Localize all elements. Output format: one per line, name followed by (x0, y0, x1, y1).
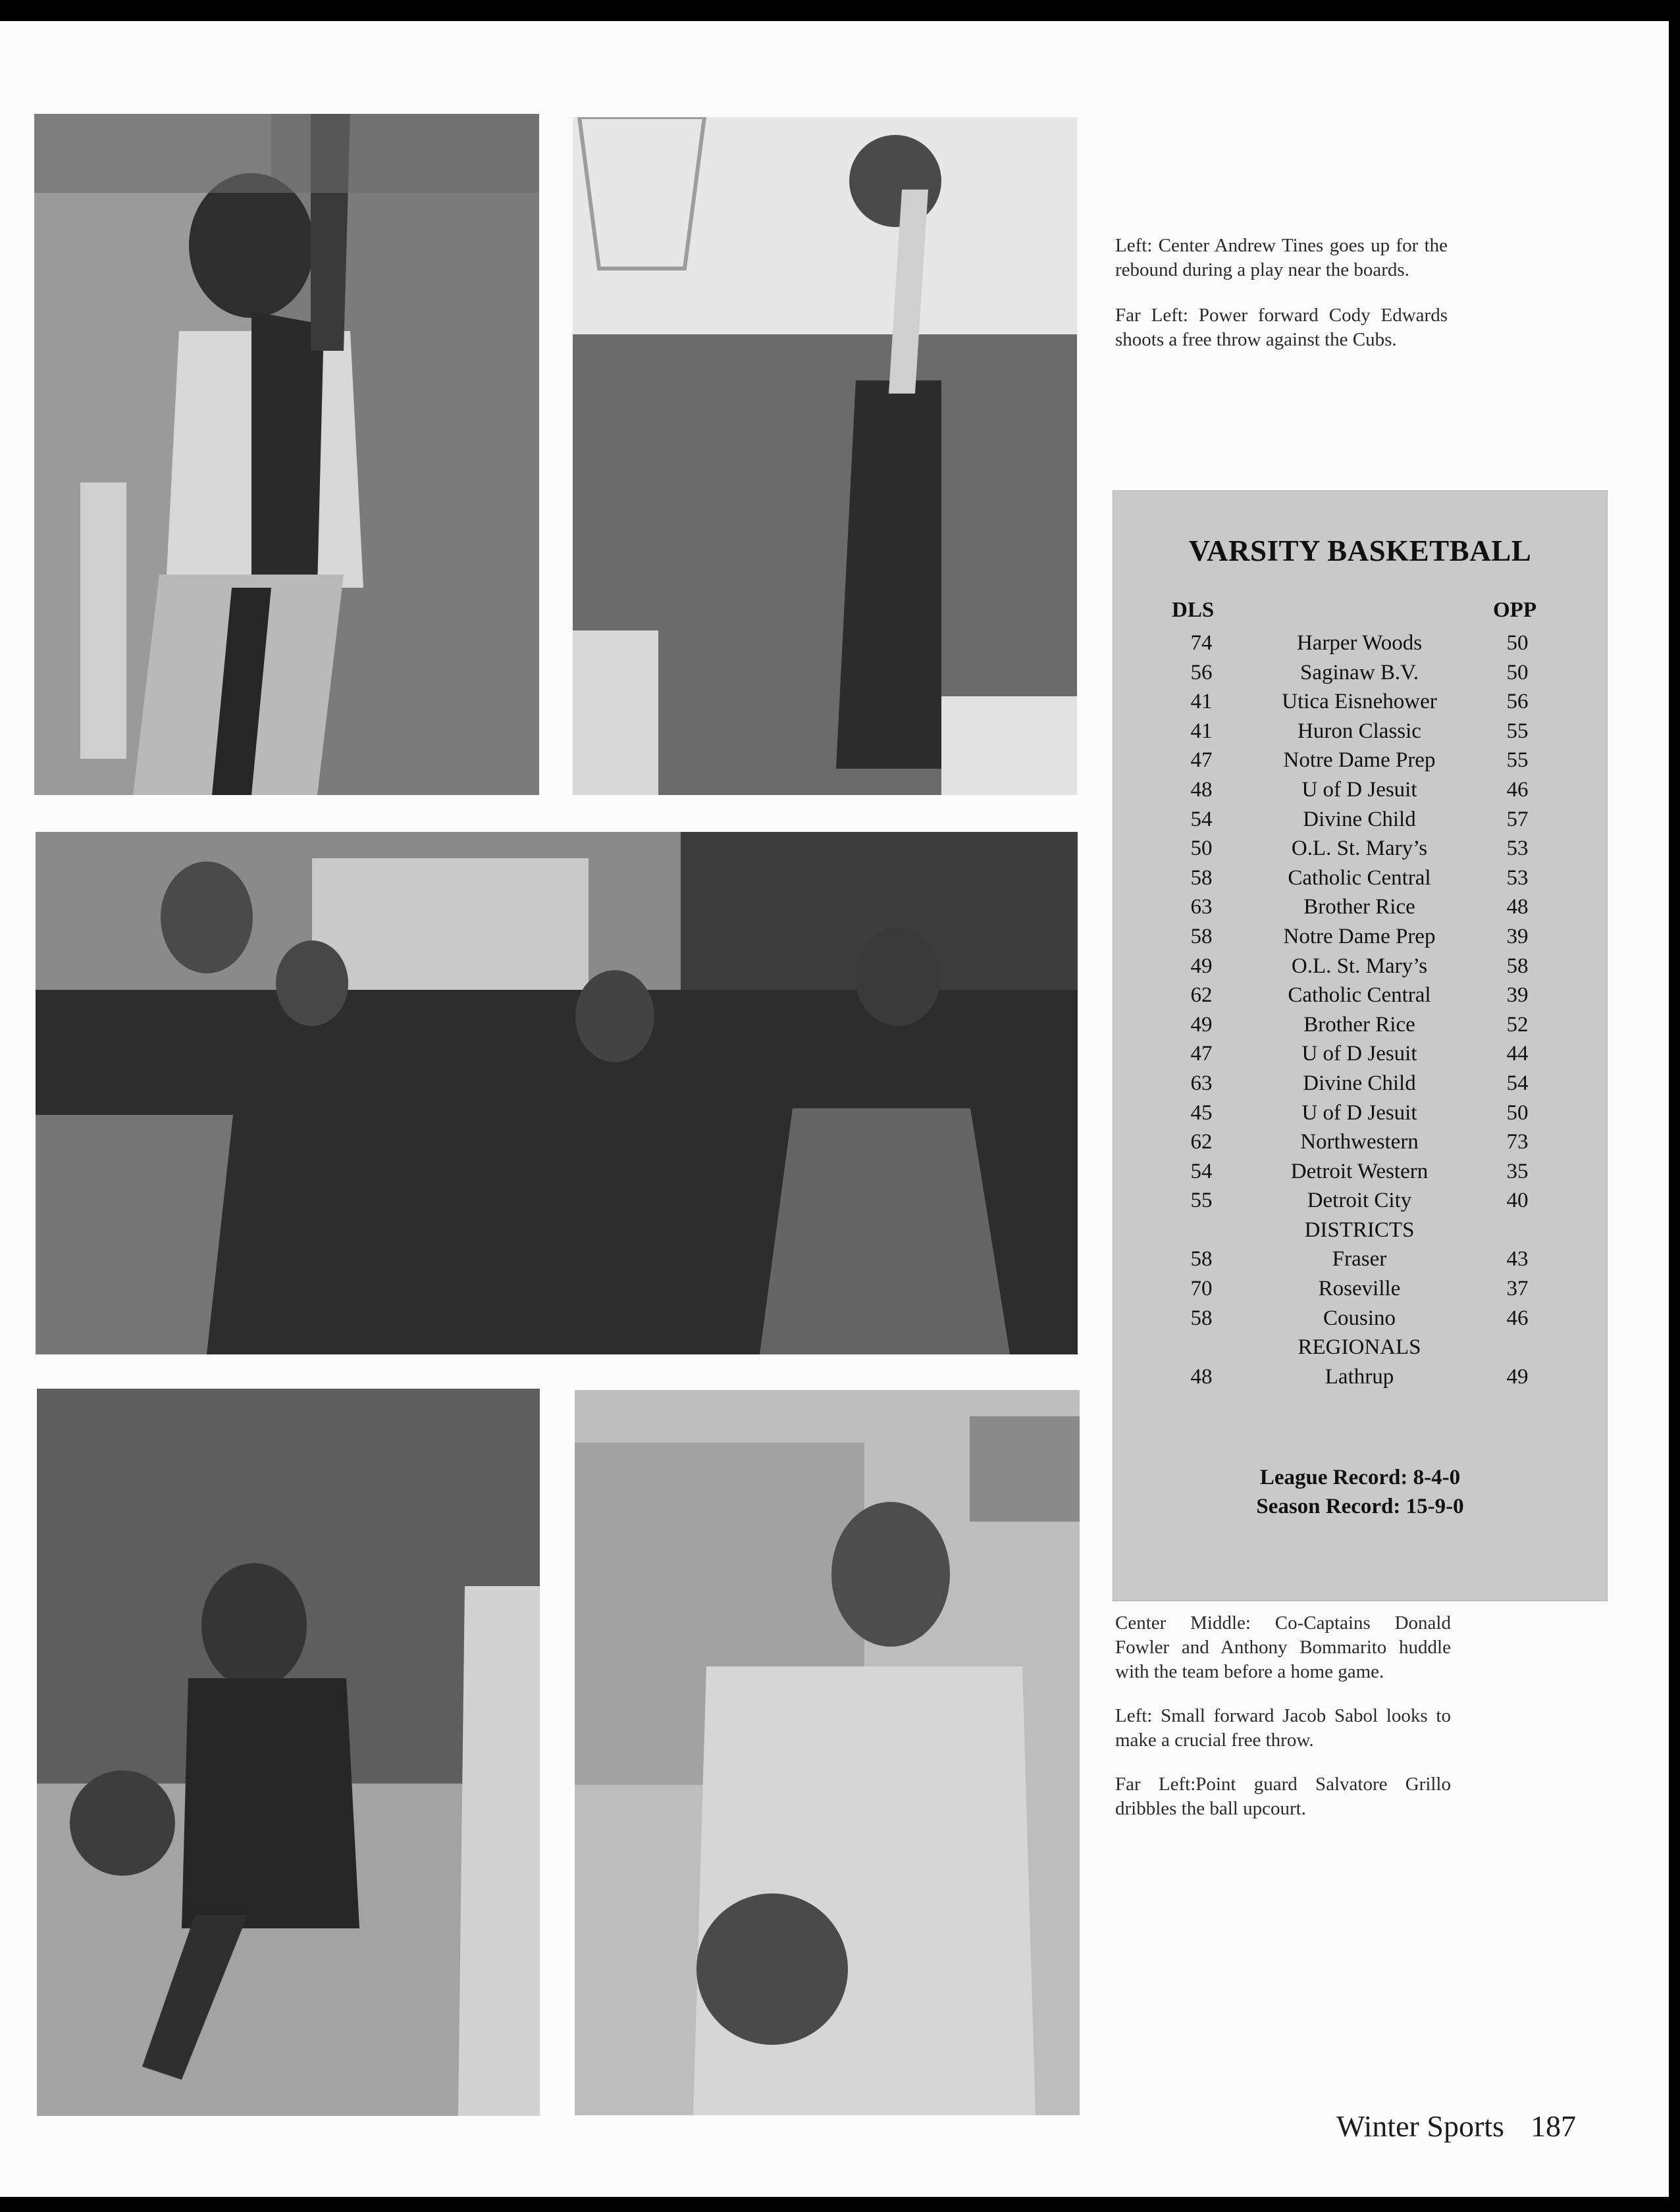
yearbook-page (0, 21, 1669, 2197)
opponent-name: Brother Rice (1303, 895, 1415, 919)
opp-score: 58 (1506, 954, 1529, 978)
result-row (1113, 981, 1608, 1010)
opponent-name: Catholic Central (1288, 983, 1431, 1008)
opponent-name: Saginaw B.V. (1300, 660, 1419, 684)
dls-score: 49 (1190, 1012, 1213, 1037)
dls-score: 45 (1190, 1100, 1213, 1125)
photo-captions-top (1115, 234, 1448, 373)
opponent-name: Fraser (1332, 1247, 1387, 1272)
photo-point-guard-dribble (37, 1389, 540, 2116)
districts-heading-row (1113, 1216, 1608, 1245)
varsity-basketball-results (1113, 490, 1608, 1601)
opponent-name: Northwestern (1300, 1130, 1419, 1154)
result-row (1113, 1274, 1608, 1304)
opponent-name: U of D Jesuit (1301, 1100, 1417, 1125)
dls-score: 70 (1190, 1277, 1213, 1301)
result-row (1113, 1127, 1608, 1157)
opp-score: 53 (1506, 865, 1529, 890)
opponent-name: Cousino (1323, 1306, 1396, 1330)
result-row (1113, 717, 1608, 746)
opponent-name: Huron Classic (1298, 719, 1421, 743)
result-row (1113, 952, 1608, 981)
opponent-name: U of D Jesuit (1301, 777, 1417, 802)
page-number: 187 (1530, 2109, 1576, 2143)
opponent-name: Notre Dame Prep (1283, 748, 1436, 773)
season-record: Season Record: 15-9-0 (1256, 1495, 1464, 1518)
result-row (1113, 687, 1608, 717)
result-row (1113, 1157, 1608, 1187)
caption-point-guard: Far Left:Point guard Salvatore Grillo dribbles the ball upcourt. (1115, 1774, 1451, 1819)
opp-score: 53 (1506, 836, 1529, 861)
caption-huddle: Center Middle: Co-Captains Donald Fowler and Anthony Bommarito huddle with the team before a home game. (1115, 1612, 1451, 1682)
dls-score: 48 (1190, 777, 1213, 802)
opp-score: 46 (1506, 777, 1529, 802)
opponent-name: Notre Dame Prep (1283, 924, 1436, 948)
photo-captions-bottom (1115, 1611, 1451, 1842)
dls-score: 54 (1190, 807, 1213, 831)
section-title: Winter Sports (1336, 2109, 1504, 2143)
dls-score: 63 (1190, 895, 1213, 919)
dls-header: DLS (1172, 598, 1215, 622)
dls-score: 55 (1190, 1189, 1213, 1213)
opponent-name: U of D Jesuit (1301, 1042, 1417, 1066)
result-row (1113, 805, 1608, 835)
dls-score: 58 (1190, 924, 1213, 948)
opp-score: 35 (1506, 1159, 1529, 1183)
photo-small-forward-free-throw (575, 1390, 1080, 2115)
result-row (1113, 1039, 1608, 1069)
opponent-name: Harper Woods (1296, 631, 1423, 655)
opp-score: 50 (1506, 631, 1529, 655)
dls-score: 58 (1190, 1306, 1213, 1330)
opponent-name: Utica Eisnehower (1282, 690, 1437, 714)
opp-score: 50 (1506, 660, 1529, 684)
opponent-name: Catholic Central (1288, 865, 1431, 890)
section-heading: DISTRICTS (1304, 1218, 1415, 1242)
league-record: League Record: 8-4-0 (1259, 1466, 1461, 1489)
result-row (1113, 1098, 1608, 1128)
dls-score: 50 (1190, 836, 1213, 861)
dls-score: 47 (1190, 1042, 1213, 1066)
results-table (1113, 629, 1608, 1391)
caption-rebound: Left: Center Andrew Tines goes up for the rebound during a play near the boards. (1115, 235, 1448, 280)
result-row (1113, 658, 1608, 688)
result-row (1113, 1186, 1608, 1216)
page-footer (1336, 2109, 1602, 2144)
photo-rebound (34, 114, 539, 795)
opponent-name: Lathrup (1325, 1364, 1394, 1389)
results-title: VARSITY BASKETBALL (1188, 534, 1532, 567)
result-row (1113, 1304, 1608, 1333)
dls-score: 54 (1190, 1159, 1213, 1183)
dls-score: 74 (1190, 631, 1213, 655)
photo-free-throw-shot (573, 117, 1077, 795)
result-row (1113, 892, 1608, 922)
opp-score: 44 (1506, 1042, 1529, 1066)
result-row (1113, 629, 1608, 658)
result-row (1113, 1245, 1608, 1274)
dls-score: 41 (1190, 690, 1213, 714)
opp-score: 43 (1506, 1247, 1529, 1272)
opp-score: 52 (1506, 1012, 1529, 1037)
opp-score: 39 (1506, 983, 1529, 1008)
opponent-name: O.L. St. Mary’s (1291, 954, 1428, 978)
dls-score: 56 (1190, 660, 1213, 684)
dls-score: 48 (1190, 1364, 1213, 1389)
opp-score: 40 (1506, 1189, 1529, 1213)
opp-score: 39 (1506, 924, 1529, 948)
result-row (1113, 1069, 1608, 1098)
opp-score: 55 (1506, 719, 1529, 743)
photo-team-huddle (36, 832, 1078, 1354)
dls-score: 62 (1190, 983, 1213, 1008)
opp-score: 48 (1506, 895, 1529, 919)
dls-score: 49 (1190, 954, 1213, 978)
result-row (1113, 1362, 1608, 1392)
opp-score: 46 (1506, 1306, 1529, 1330)
dls-score: 47 (1190, 748, 1213, 773)
opp-score: 57 (1506, 807, 1529, 831)
opp-score: 49 (1506, 1364, 1529, 1389)
dls-score: 41 (1190, 719, 1213, 743)
opponent-name: Divine Child (1303, 1071, 1416, 1095)
dls-score: 58 (1190, 1247, 1213, 1272)
result-row (1113, 834, 1608, 863)
section-heading: REGIONALS (1298, 1335, 1421, 1360)
opp-header: OPP (1493, 598, 1536, 622)
caption-small-forward: Left: Small forward Jacob Sabol looks to make a crucial free throw. (1115, 1705, 1451, 1751)
result-row (1113, 746, 1608, 775)
regionals-heading-row (1113, 1333, 1608, 1362)
opponent-name: Detroit Western (1290, 1159, 1429, 1183)
dls-score: 63 (1190, 1071, 1213, 1095)
opponent-name: Brother Rice (1303, 1012, 1415, 1037)
result-row (1113, 775, 1608, 805)
opp-score: 73 (1506, 1130, 1529, 1154)
result-row (1113, 922, 1608, 952)
opponent-name: Detroit City (1307, 1189, 1412, 1213)
opp-score: 56 (1506, 690, 1529, 714)
records (1113, 1463, 1608, 1521)
result-row (1113, 1010, 1608, 1040)
opponent-name: O.L. St. Mary’s (1291, 836, 1428, 861)
opp-score: 55 (1506, 748, 1529, 773)
opponent-name: Divine Child (1303, 807, 1416, 831)
opp-score: 37 (1506, 1277, 1529, 1301)
dls-score: 62 (1190, 1130, 1213, 1154)
result-row (1113, 863, 1608, 893)
dls-score: 58 (1190, 865, 1213, 890)
caption-free-throw-shot: Far Left: Power forward Cody Edwards shoots a free throw against the Cubs. (1115, 305, 1448, 350)
opp-score: 50 (1506, 1100, 1529, 1125)
opponent-name: Roseville (1318, 1277, 1401, 1301)
opp-score: 54 (1506, 1071, 1529, 1095)
